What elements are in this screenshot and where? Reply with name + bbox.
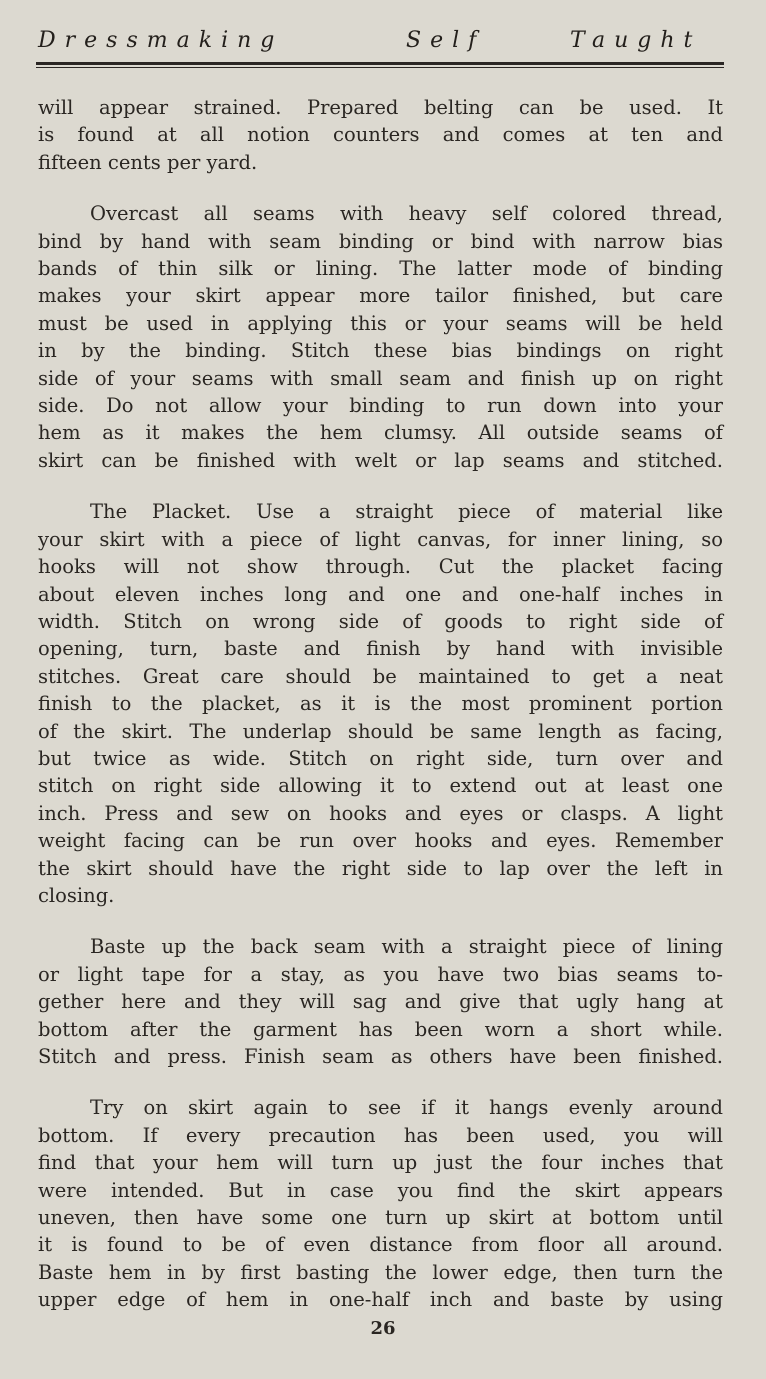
text-line: inch. Press and sew on hooks and eyes or clasps. A light [38, 801, 723, 825]
paragraph-placket [38, 498, 723, 909]
text-line: weight facing can be run over hooks and eyes. Remember [38, 829, 723, 853]
text-line: must be used in applying this or your seams will be held [38, 311, 723, 335]
text-line: skirt can be finished with welt or lap seams and stitched. [38, 448, 723, 472]
text-line: finish to the placket, as it is the most prominent portion [38, 692, 723, 716]
text-line: about eleven inches long and one and one-half inches in [38, 582, 723, 606]
text-line: is found at all notion counters and comes at ten and [38, 123, 723, 147]
text-line: gether here and they will sag and give that ugly hang at [38, 990, 723, 1014]
paragraph-back-seam [38, 933, 723, 1070]
text-line: stitch on right side allowing it to extend out at least one [38, 774, 723, 798]
running-head [38, 28, 726, 62]
running-head-middle: Self [406, 28, 486, 53]
text-line: makes your skirt appear more tailor finished, but care [38, 284, 723, 308]
text-line: find that your hem will turn up just the four inches that [38, 1151, 723, 1175]
text-line: Stitch and press. Finish seam as others have been finished. [38, 1045, 723, 1068]
text-line: your skirt with a piece of light canvas, for inner lining, so [38, 527, 723, 551]
running-head-right: Taught [570, 28, 702, 53]
body-text [38, 94, 723, 1338]
text-line: or light tape for a stay, as you have two bias seams to- [38, 962, 723, 986]
text-line: the skirt should have the right side to lap over the left in [38, 856, 723, 880]
text-line: Try on skirt again to see if it hangs evenly around [90, 1096, 723, 1120]
text-line: it is found to be of even distance from floor all around. [38, 1233, 723, 1257]
paragraph-belting [38, 94, 723, 176]
text-line: side of your seams with small seam and finish up on right [38, 366, 723, 390]
text-line: bands of thin silk or lining. The latter mode of binding [38, 257, 723, 281]
text-line: Overcast all seams with heavy self colored thread, [90, 202, 723, 226]
text-line: of the skirt. The underlap should be same length as facing, [38, 719, 723, 743]
text-line: upper edge of hem in one-half inch and baste by using [38, 1288, 723, 1312]
text-line: closing. [38, 883, 115, 907]
text-line: in by the binding. Stitch these bias bindings on right [38, 339, 723, 363]
text-line: width. Stitch on wrong side of goods to right side of [38, 609, 723, 633]
text-line: hooks will not show through. Cut the placket facing [38, 555, 723, 579]
page-number: 26 [370, 1318, 396, 1339]
text-line: uneven, then have some one turn up skirt at bottom until [38, 1206, 723, 1230]
paragraph-hem [38, 1094, 723, 1313]
text-line: side. Do not allow your binding to run down into your [38, 394, 723, 418]
text-line: bind by hand with seam binding or bind with narrow bias [38, 229, 723, 253]
text-line: will appear strained. Prepared belting can be used. It [38, 96, 723, 119]
paragraph-overcast [38, 200, 723, 474]
text-line: but twice as wide. Stitch on right side, turn over and [38, 746, 723, 770]
text-line: Baste up the back seam with a straight piece of lining [90, 935, 723, 959]
running-head-left: Dressmaking [38, 28, 284, 53]
text-line: stitches. Great care should be maintained to get a neat [38, 664, 723, 688]
text-line: bottom. If every precaution has been used, you will [38, 1123, 723, 1147]
header-rule [36, 62, 724, 68]
text-line: opening, turn, baste and finish by hand with invisible [38, 637, 723, 661]
text-line: bottom after the garment has been worn a short while. [38, 1017, 723, 1041]
text-line: Baste hem in by first basting the lower edge, then turn the [38, 1260, 723, 1284]
text-line: were intended. But in case you find the skirt appears [38, 1178, 723, 1202]
text-line: fifteen cents per yard. [38, 150, 258, 174]
text-line: The Placket. Use a straight piece of material like [90, 500, 723, 524]
text-line: hem as it makes the hem clumsy. All outside seams of [38, 421, 723, 445]
